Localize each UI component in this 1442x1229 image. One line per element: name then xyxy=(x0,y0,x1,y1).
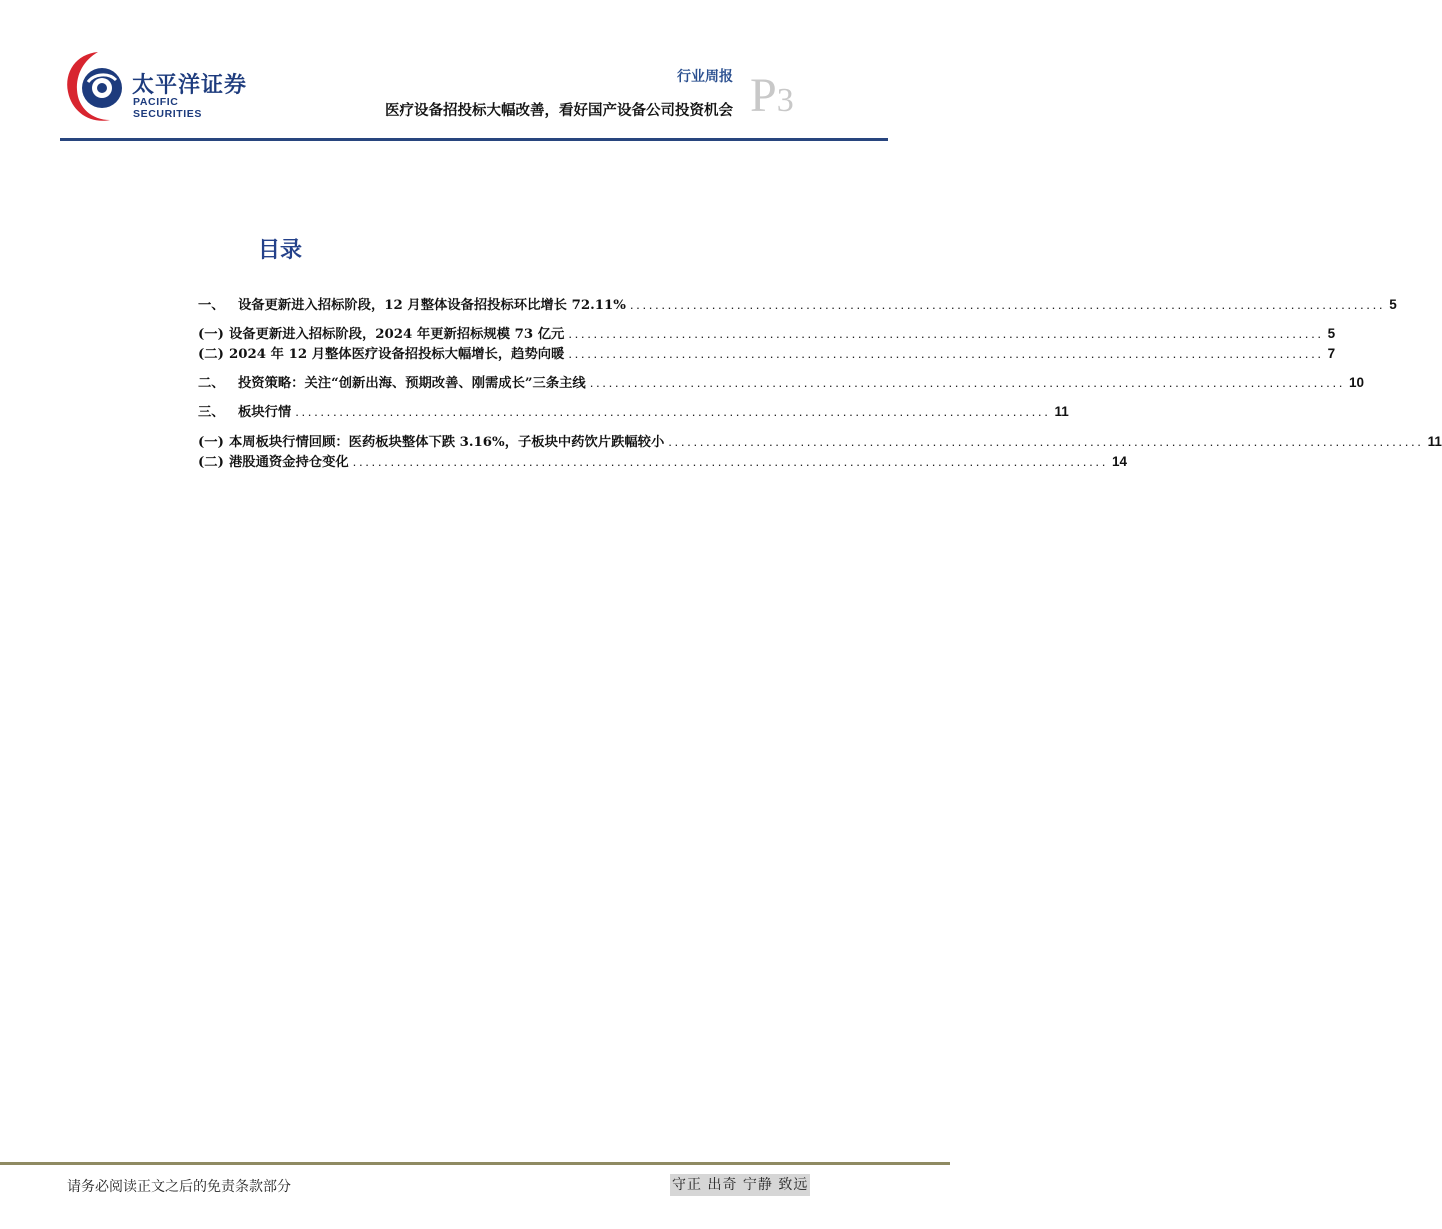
toc-entry-title: 本周板块行情回顾：医药板块整体下跌 3.16%，子板块中药饮片跌幅较小 xyxy=(229,435,665,450)
company-logo xyxy=(64,46,250,128)
toc-leader-dots: ........................................................................................................................ xyxy=(589,375,1346,390)
toc-entry-page: 11 xyxy=(1054,404,1069,419)
toc-entry[interactable] xyxy=(198,451,1128,471)
toc-entry-number: 二、 xyxy=(198,376,225,391)
toc-entry[interactable] xyxy=(198,323,1336,343)
toc-entry-title: 设备更新进入招标阶段，2024 年更新招标规模 73 亿元 xyxy=(229,327,565,342)
toc-entry-page: 5 xyxy=(1389,297,1397,312)
toc-entry[interactable] xyxy=(198,372,1365,392)
toc-entry-title: 板块行情 xyxy=(238,405,292,420)
toc-heading: 目录 xyxy=(258,237,303,263)
report-title: 医疗设备招投标大幅改善，看好国产设备公司投资机会 xyxy=(385,102,733,119)
toc-entry-page: 14 xyxy=(1112,454,1128,469)
toc-entry[interactable] xyxy=(198,431,1442,451)
toc-entry-page: 11 xyxy=(1427,434,1442,449)
toc-entry-title: 港股通资金持仓变化 xyxy=(229,455,349,470)
page-indicator xyxy=(750,69,794,125)
page-prefix: P xyxy=(750,69,777,122)
toc-leader-dots: ........................................................................................................................ xyxy=(568,326,1324,341)
toc-entry-title: 2024 年 12 月整体医疗设备招投标大幅增长，趋势向暖 xyxy=(229,347,565,362)
footer-disclaimer: 请务必阅读正文之后的免责条款部分 xyxy=(67,1179,291,1195)
toc-leader-dots: ........................................................................................................................ xyxy=(352,454,1108,469)
toc-entry-page: 5 xyxy=(1327,326,1336,341)
toc-entry-page: 10 xyxy=(1349,375,1365,390)
page-number: 3 xyxy=(776,82,794,119)
toc-entry[interactable] xyxy=(198,343,1336,363)
toc-entry-number: 一、 xyxy=(198,298,225,313)
toc-entry-number: (二) xyxy=(198,347,224,362)
toc-entry-page: 7 xyxy=(1327,346,1336,361)
toc-entry-number: (二) xyxy=(198,455,224,470)
toc-leader-dots: ........................................................................................................................ xyxy=(568,346,1324,361)
footer-motto: 守正 出奇 宁静 致远 xyxy=(670,1174,810,1196)
toc-leader-dots: ........................................................................................................................ xyxy=(629,297,1386,312)
toc-entry-number: 三、 xyxy=(198,405,225,420)
toc-leader-dots: ........................................................................................................................ xyxy=(295,404,1051,419)
toc-entry-number: (一) xyxy=(198,327,224,342)
logo-chinese-name: 太平洋证券 xyxy=(132,73,248,98)
logo-emblem-icon xyxy=(64,46,128,128)
toc-entry-title: 设备更新进入招标阶段，12 月整体设备招投标环比增长 72.11% xyxy=(238,298,626,313)
toc-entry[interactable] xyxy=(198,294,1397,314)
header-divider xyxy=(60,138,888,141)
toc-leader-dots: ........................................................................................................................ xyxy=(668,434,1424,449)
logo-english-name: PACIFIC SECURITIES xyxy=(133,96,203,120)
report-type: 行业周报 xyxy=(677,69,733,85)
footer-divider xyxy=(0,1162,950,1165)
toc-entry-number: (一) xyxy=(198,435,224,450)
toc-entry-title: 投资策略：关注“创新出海、预期改善、刚需成长”三条主线 xyxy=(238,376,586,391)
toc-entry[interactable] xyxy=(198,401,1069,421)
